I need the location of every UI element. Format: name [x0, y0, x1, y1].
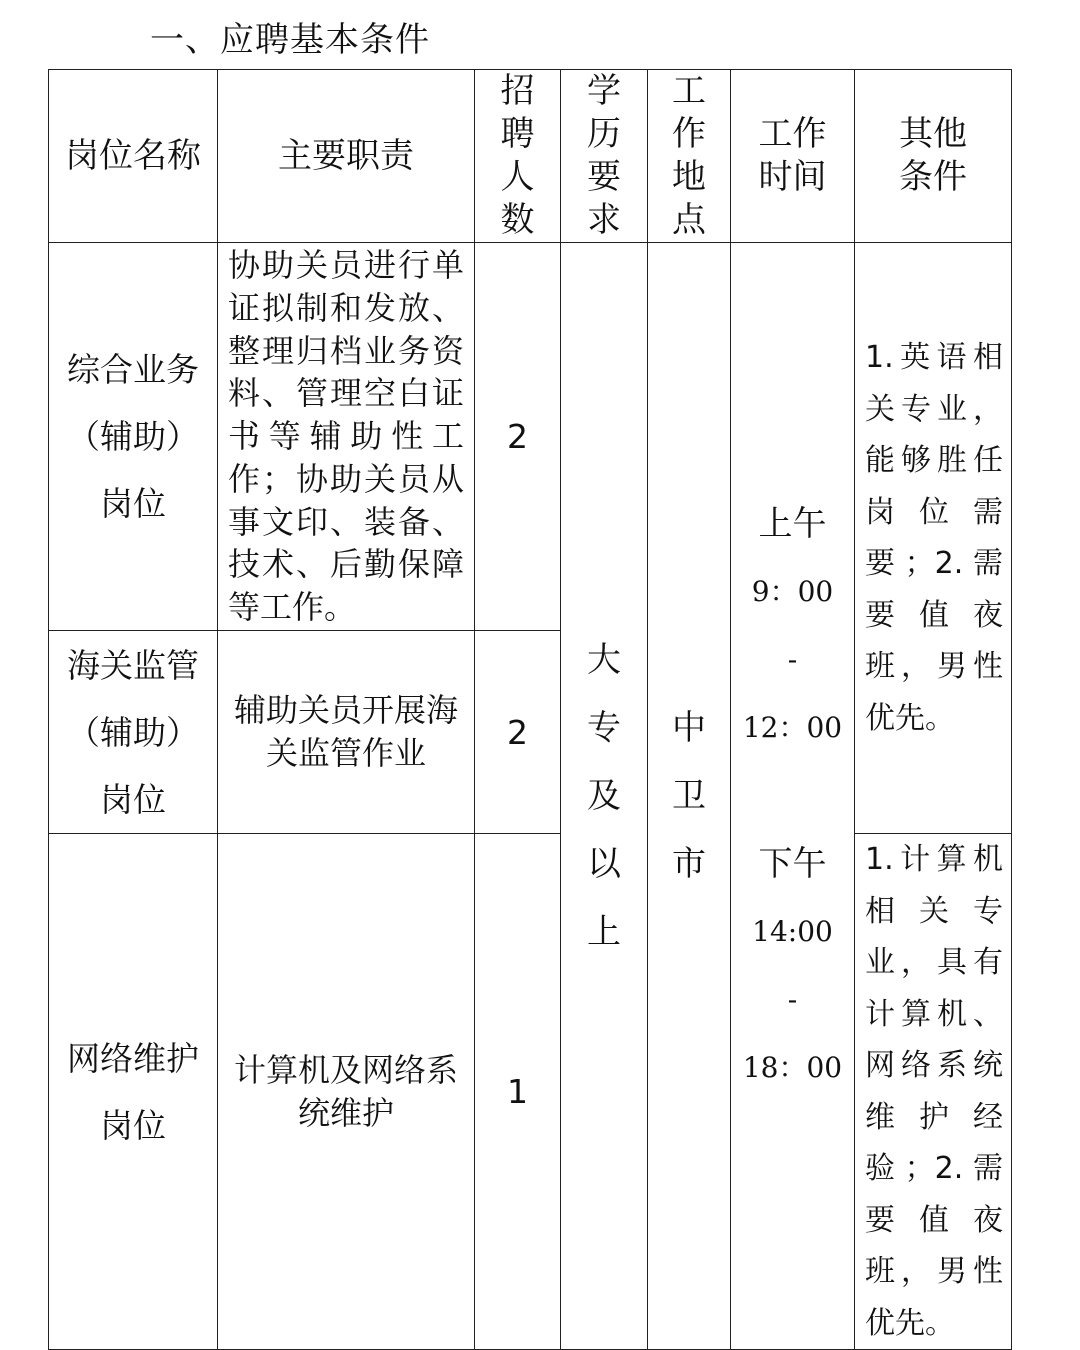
header-location: 工作地点 — [648, 70, 731, 243]
education-requirement: 大专及以上 — [561, 243, 648, 1350]
position-duty: 协助关员进行单证拟制和发放、整理归档业务资料、管理空白证书等辅助性工作；协助关员从事文印、装备、技术、后勤保障等工作。 — [218, 243, 475, 631]
header-education: 学历要求 — [561, 70, 648, 243]
position-count: 2 — [475, 243, 561, 631]
position-name: 网络维护岗位 — [49, 834, 218, 1350]
position-duty: 计算机及网络系统维护 — [218, 834, 475, 1350]
header-count: 招聘人数 — [475, 70, 561, 243]
position-count: 1 — [475, 834, 561, 1350]
position-name: 海关监管（辅助）岗位 — [49, 631, 218, 834]
header-duty: 主要职责 — [218, 70, 475, 243]
header-other: 其他条件 — [855, 70, 1012, 243]
header-row — [49, 70, 1012, 243]
position-count: 2 — [475, 631, 561, 834]
other-conditions: 1.计算机相关专业，具有计算机、网络系统维护经验；2.需要值夜班，男性优先。 — [855, 834, 1012, 1350]
work-time: 上午 9：00 - 12：00 下午 14:00 - 18：00 — [731, 243, 855, 1350]
header-name: 岗位名称 — [49, 70, 218, 243]
other-conditions: 1.英语相关专业，能够胜任岗位需要；2.需要值夜班，男性优先。 — [855, 243, 1012, 834]
table-row — [49, 834, 1012, 1350]
position-name: 综合业务（辅助）岗位 — [49, 243, 218, 631]
position-duty: 辅助关员开展海关监管作业 — [218, 631, 475, 834]
section-heading: 一、应聘基本条件 — [150, 20, 430, 60]
recruitment-table — [48, 69, 1012, 1350]
work-location: 中卫市 — [648, 243, 731, 1350]
header-time: 工作时间 — [731, 70, 855, 243]
table-row — [49, 243, 1012, 631]
